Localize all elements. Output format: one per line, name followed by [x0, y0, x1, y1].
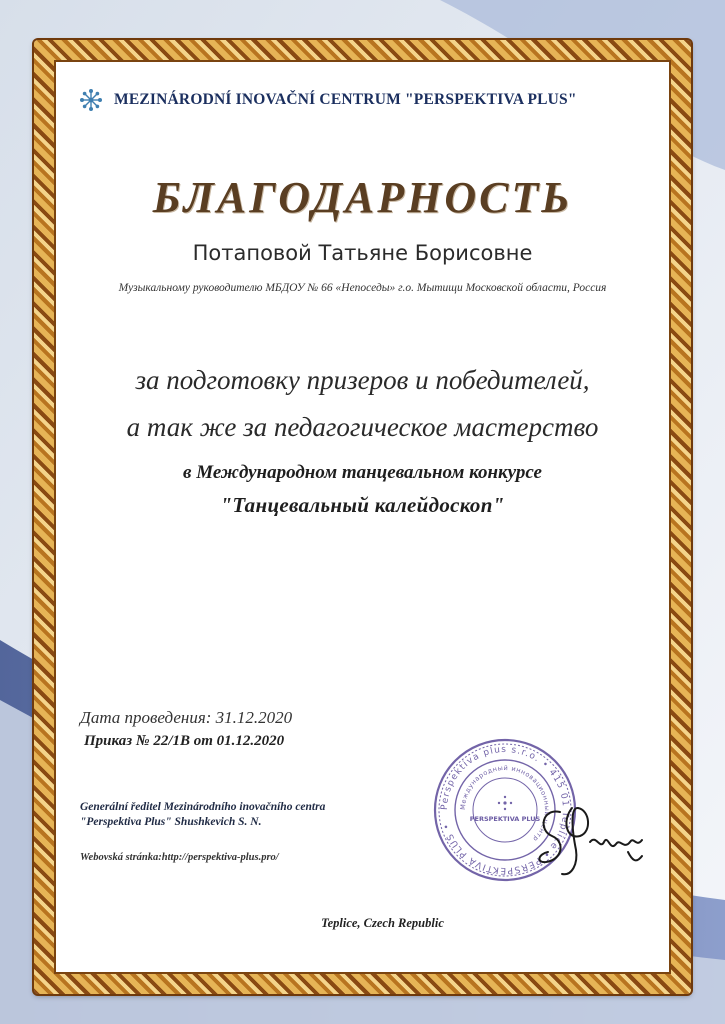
- director-name: "Perspektiva Plus" Shushkevich S. N.: [80, 816, 262, 828]
- director-block: [80, 800, 420, 830]
- website-link[interactable]: Webovská stránka:http://perspektiva-plus.pro/: [80, 852, 279, 863]
- recipient-position: Музыкальному руководителю МБДОУ № 66 «Непоседы» г.о. Мытищи Московской области, Россия: [118, 282, 607, 294]
- director-title: Generální ředitel Mezinárodního inovačního centra: [80, 801, 326, 813]
- organization-name: MEZINÁRODNÍ INOVAČNÍ CENTRUM "PERSPEKTIVA PLUS": [114, 91, 577, 108]
- event-name: "Танцевальный калейдоскоп": [220, 493, 505, 517]
- reason-line-1: за подготовку призеров и победителей,: [135, 365, 590, 395]
- order-number: Приказ № 22/1В от 01.12.2020: [84, 733, 285, 749]
- certificate-title: БЛАГОДАРНОСТЬ: [152, 173, 573, 222]
- recipient-name: Потаповой Татьяне Борисовне: [192, 241, 533, 265]
- stamp-ring-text: Perspektiva plus s.r.o. • 415 01 Teplice • PERSPEKTIVA PLUS •: [439, 744, 571, 876]
- city-location: Teplice, Czech Republic: [321, 916, 444, 930]
- stamp-center-text: PERSPEKTIVA PLUS: [469, 815, 541, 823]
- event-line-1: в Международном танцевальном конкурсе: [183, 462, 542, 483]
- organization-header: [78, 86, 638, 114]
- stamp-inner-ring-text: Международный инновационный центр: [458, 763, 552, 844]
- stamp-star-icon: [498, 796, 512, 810]
- snowflake-logo-icon: [78, 87, 104, 113]
- reason-line-2: а так же за педагогическое мастерство: [126, 412, 599, 442]
- event-date: Дата проведения: 31.12.2020: [80, 708, 293, 727]
- director-signature: [532, 790, 652, 890]
